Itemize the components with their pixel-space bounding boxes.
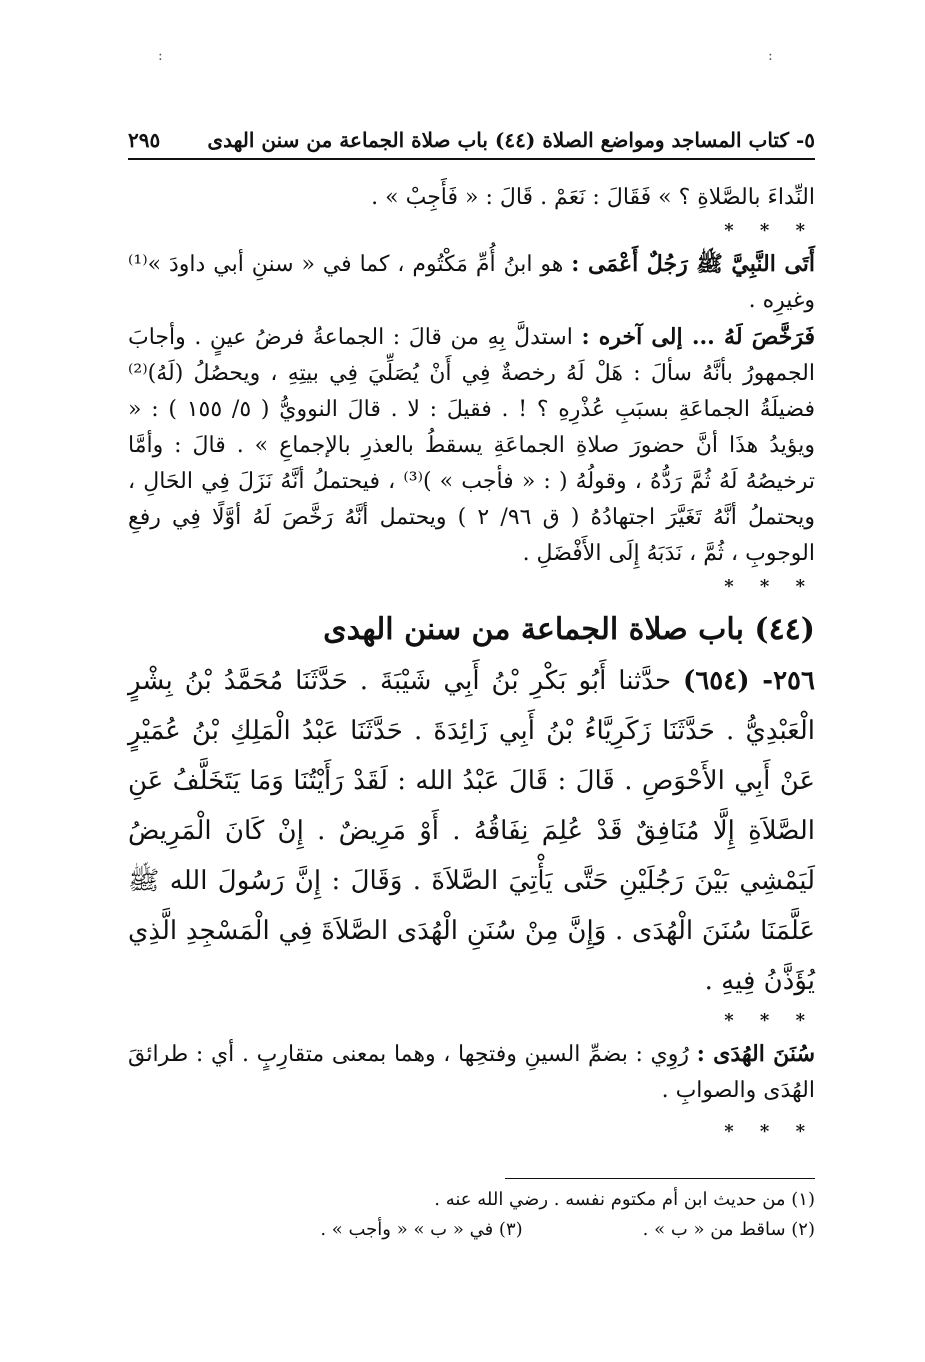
paragraph-continuation: النِّداءَ بالصَّلاةِ ؟ » فَقَالَ : نَعَمْ . قَالَ : « فَأَجِبْ » . bbox=[371, 185, 815, 210]
footnote-row bbox=[128, 1215, 815, 1245]
running-header bbox=[128, 122, 815, 160]
hadith-text bbox=[128, 656, 815, 1006]
chapter-heading: (٤٤) باب صلاة الجماعة من سنن الهدى bbox=[323, 612, 815, 647]
commentary-text: رُوِي : بضمِّ السينِ وفتحِها ، وهما بمعنى متقارِبٍ . أي : طرائقَ الهُدَى والصوابِ . bbox=[128, 1042, 815, 1103]
commentary-paragraph bbox=[128, 1036, 815, 1109]
separator-stars: * * * bbox=[724, 576, 815, 597]
separator-stars: * * * bbox=[724, 1010, 815, 1031]
commentary-paragraph bbox=[128, 246, 815, 319]
header-title: ٥- كتاب المساجد ومواضع الصلاة (٤٤) باب صلاة الجماعة من سنن الهدى bbox=[207, 128, 815, 152]
footnote-1: (١) من حديث ابن أم مكتوم نفسه . رضي الله عنه . bbox=[434, 1189, 815, 1210]
commentary-lemma: سُنَنَ الهُدَى : bbox=[696, 1041, 816, 1067]
hadith-number: ٢٥٦- (٦٥٤) bbox=[683, 666, 815, 696]
commentary-lemma: أَتَى النَّبِيَّ ﷺ رَجُلٌ أَعْمَى : bbox=[571, 251, 815, 277]
commentary-text: استدلَّ بِهِ من قالَ : الجماعةُ فرضُ عينٍ . وأجابَ الجمهورُ بأنَّهُ سألَ : هَلْ لَهُ رخصةٌ فِي أَنْ يُصَلِّيَ فِي بيتِهِ ، ويحصُلُ (لَهُ)⁽²⁾ فضيلَةُ الجماعَةِ بسبَبِ عُذْرِهِ ؟ ! . فقيلَ : لا . قالَ النوويُّ ( ٥/ ١٥٥ ) : « ويؤيدُ هذَا أنَّ حضورَ صلاةِ الجماعَةِ يسقطُ بالعذرِ بالإجماعِ » . قالَ : وأمَّا ترخيصُهُ لَهُ ثُمَّ رَدُّهُ ، وقولُهُ ( : « فأجب » )⁽³⁾ ، فيحتملُ أنَّهُ نَزَلَ فِي الحَالِ ، ويحتملُ أنَّهُ تَغَيَّرَ اجتهادُهُ ( ق ٩٦/ ٢ ) ويحتمل أنَّهُ رَخَّصَ لَهُ أوَّلًا فِي رفعِ الوجوبِ ، ثُمَّ ، نَدَبَهُ إِلَى الأَفْضَلِ . bbox=[128, 325, 816, 566]
page-mark-left: : bbox=[158, 48, 163, 64]
page-body bbox=[128, 180, 815, 1147]
commentary-paragraph bbox=[128, 319, 815, 572]
commentary-text: هو ابنُ أُمِّ مَكْتُوم ، كما في « سننِ أبي داودَ »⁽¹⁾ وغيرِه . bbox=[128, 252, 815, 313]
separator-stars: * * * bbox=[724, 220, 815, 241]
footnote-3: (٣) في « ب » « وأجب » . bbox=[320, 1219, 523, 1240]
commentary-lemma: فَرَخَّصَ لَهُ ... إلى آخره : bbox=[581, 324, 815, 350]
page-number: ٢٩٥ bbox=[128, 128, 161, 152]
page-mark-right: : bbox=[768, 48, 773, 64]
footnote-rule bbox=[505, 1178, 815, 1179]
footnote-2: (٢) ساقط من « ب » . bbox=[642, 1219, 815, 1240]
hadith-body: حدَّثنا أَبُو بَكْرِ بْنُ أَبِي شَيْبَةَ . حَدَّثَنَا مُحَمَّدُ بْنُ بِشْرٍ الْعَبْدِيُّ . حَدَّثَنَا زَكَرِيَّاءُ بْنُ أَبِي زَائِدَةَ . حَدَّثَنَا عَبْدُ الْمَلِكِ بْنُ عُمَيْرٍ عَنْ أَبِي الأَحْوَصِ . قَالَ : قَالَ عَبْدُ الله : لَقَدْ رَأَيْتُنَا وَمَا يَتَخَلَّفُ عَنِ الصَّلاَةِ إِلَّا مُنَافِقٌ قَدْ عُلِمَ نِفَاقُهُ . أَوْ مَرِيضٌ . إِنْ كَانَ الْمَرِيضُ لَيَمْشِي بَيْنَ رَجُلَيْنِ حَتَّى يَأْتِيَ الصَّلاَةَ . وَقَالَ : إِنَّ رَسُولَ الله ﷺ عَلَّمَنَا سُنَنَ الْهُدَى . وَإِنَّ مِنْ سُنَنِ الْهُدَى الصَّلاَةَ فِي الْمَسْجِدِ الَّذِي يُؤَذَّنُ فِيهِ . bbox=[128, 666, 815, 996]
footnotes bbox=[128, 1178, 815, 1245]
separator-stars: * * * bbox=[724, 1121, 815, 1142]
